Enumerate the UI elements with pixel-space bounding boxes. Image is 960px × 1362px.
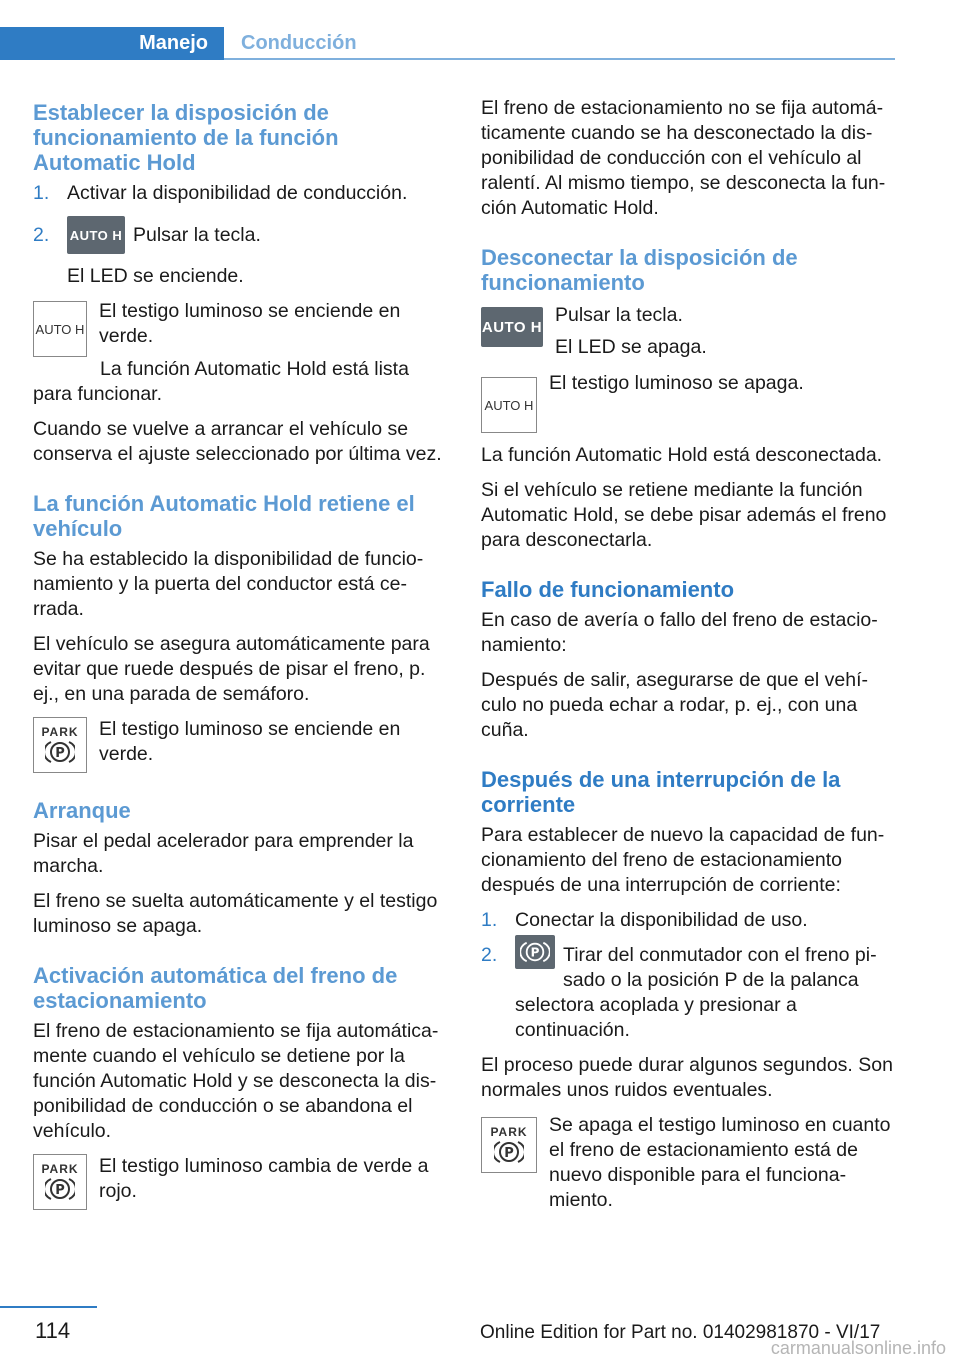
parking-brake-switch-icon xyxy=(515,935,555,969)
indicator-row xyxy=(33,299,448,357)
watermark: carmanualsonline.info xyxy=(770,1338,946,1358)
auto-h-indicator-icon: AUTO H xyxy=(481,377,537,433)
led-on-text: El LED se enciende. xyxy=(67,265,244,287)
edition-footer: Online Edition for Part no. 01402981870 - VI/17 xyxy=(480,1322,881,1343)
list-text: Conectar la disponibilidad de uso. xyxy=(515,909,808,931)
paragraph: Pisar el pedal acelerador para emprender la marcha. xyxy=(33,830,414,877)
auto-h-button-icon: AUTO H xyxy=(481,307,543,347)
paragraph: En caso de avería o fallo del freno de estacionamiento: xyxy=(481,609,878,656)
park-indicator-icon: PARK P xyxy=(481,1117,537,1173)
list-number: 2. xyxy=(33,223,50,246)
left-column xyxy=(33,100,448,1221)
indicator-row xyxy=(481,1113,896,1220)
indicator-row xyxy=(481,372,896,433)
paragraph: El freno se suelta automáticamente y el testigo luminoso se apaga. xyxy=(33,890,438,937)
list-item xyxy=(33,181,448,206)
park-indicator-icon: PARK P xyxy=(33,717,87,773)
paragraph: El vehículo se asegura automáticamente para evitar que ruede después de pisar el freno, p. ej., en una parada de semáforo. xyxy=(33,633,430,705)
heading-arranque: Arranque xyxy=(33,798,131,823)
lamp-red-text: El testigo luminoso cambia de verde a rojo. xyxy=(99,1155,429,1202)
tab-manejo[interactable]: Manejo xyxy=(0,27,224,60)
heading-auto-parking-brake: Activación automática del freno de estacionamiento xyxy=(33,963,398,1013)
heading-establish-auto-hold: Establecer la disposición de funcionamiento de la función Automatic Hold xyxy=(33,100,339,175)
lamp-green-text: El testigo luminoso se enciende en verde. xyxy=(99,718,401,765)
tab-conduccion[interactable]: Conducción xyxy=(241,32,357,54)
paragraph: El proceso puede durar algunos segundos. Son normales unos ruidos eventuales. xyxy=(481,1054,893,1101)
lamp-off-available-text: Se apaga el testigo luminoso en cuanto el freno de estacionamiento está de nuevo disponible para el funcionamiento. xyxy=(549,1114,891,1211)
park-p-symbol-icon xyxy=(45,739,75,765)
paragraph: El freno de estacionamiento se fija automáticamente cuando el vehículo se detiene por la función Automatic Hold y se desconecta la disponibilidad de conducción o se abandona el vehículo. xyxy=(33,1020,439,1142)
lamp-off-text: El testigo luminoso se apaga. xyxy=(549,372,804,394)
park-p-symbol-icon xyxy=(494,1139,524,1165)
list-number: 1. xyxy=(481,909,498,931)
led-off-text: El LED se apaga. xyxy=(555,336,707,358)
indicator-row xyxy=(33,717,448,774)
heading-malfunction: Fallo de funcionamiento xyxy=(481,577,735,602)
auto-hold-ready-text: La función Automatic Hold está lista para funcionar. xyxy=(33,358,409,405)
heading-disconnect: Desconectar la disposición de funcionamiento xyxy=(481,245,798,295)
svg-text:P: P xyxy=(530,945,540,960)
paragraph: El freno de estacionamiento no se fija automáticamente cuando se ha desconectado la disponibilidad de conducción con el vehículo al ralentí. Al mismo tiempo, se desconecta la función Automatic Hold. xyxy=(481,97,886,219)
right-column xyxy=(481,96,896,1230)
list-item xyxy=(33,216,448,254)
list-text: Tirar del conmutador con el freno pisado o la posición P de la palanca selectora acoplada y presionar a continuación. xyxy=(515,944,877,1041)
list-item xyxy=(481,943,896,1043)
chapter-tabs xyxy=(0,27,895,60)
auto-h-indicator-icon: AUTO H xyxy=(33,301,87,357)
list-number: 2. xyxy=(481,944,498,966)
restart-text: Cuando se vuelve a arrancar el vehículo se conserva el ajuste seleccionado por última vez. xyxy=(33,418,442,465)
footer-accent-line xyxy=(0,1306,97,1308)
paragraph: La función Automatic Hold está desconectada. xyxy=(481,444,883,466)
heading-auto-hold-retains: La función Automatic Hold retiene el vehículo xyxy=(33,491,415,541)
paragraph: Para establecer de nuevo la capacidad de funcionamiento del freno de estacionamiento después de una interrupción de corriente: xyxy=(481,824,885,896)
park-indicator-icon: PARK P xyxy=(33,1154,87,1210)
press-key-text: Pulsar la tecla. xyxy=(555,304,683,326)
lamp-green-text: El testigo luminoso se enciende en verde. xyxy=(99,300,401,347)
svg-text:P: P xyxy=(55,1182,65,1198)
list-text: Pulsar la tecla. xyxy=(133,223,261,246)
heading-after-power-interruption: Después de una interrupción de la corriente xyxy=(481,767,841,817)
paragraph: Si el vehículo se retiene mediante la función Automatic Hold, se debe pisar además el freno para desconectarla. xyxy=(481,479,887,551)
button-row xyxy=(481,304,896,367)
svg-text:P: P xyxy=(55,745,65,761)
list-text: Activar la disponibilidad de conducción. xyxy=(67,182,408,204)
page-number: 114 xyxy=(35,1318,71,1343)
paragraph: Después de salir, asegurarse de que el vehículo no pueda echar a rodar, p. ej., con una cuña. xyxy=(481,669,868,741)
auto-h-button-icon: AUTO H xyxy=(67,216,125,254)
svg-text:P: P xyxy=(504,1145,514,1161)
park-p-symbol-icon xyxy=(45,1176,75,1202)
list-item xyxy=(481,908,896,933)
header-divider xyxy=(224,58,895,60)
paragraph: Se ha establecido la disponibilidad de funcionamiento y la puerta del conductor está cerrada. xyxy=(33,548,424,620)
indicator-row xyxy=(33,1154,448,1211)
list-number: 1. xyxy=(33,182,50,204)
